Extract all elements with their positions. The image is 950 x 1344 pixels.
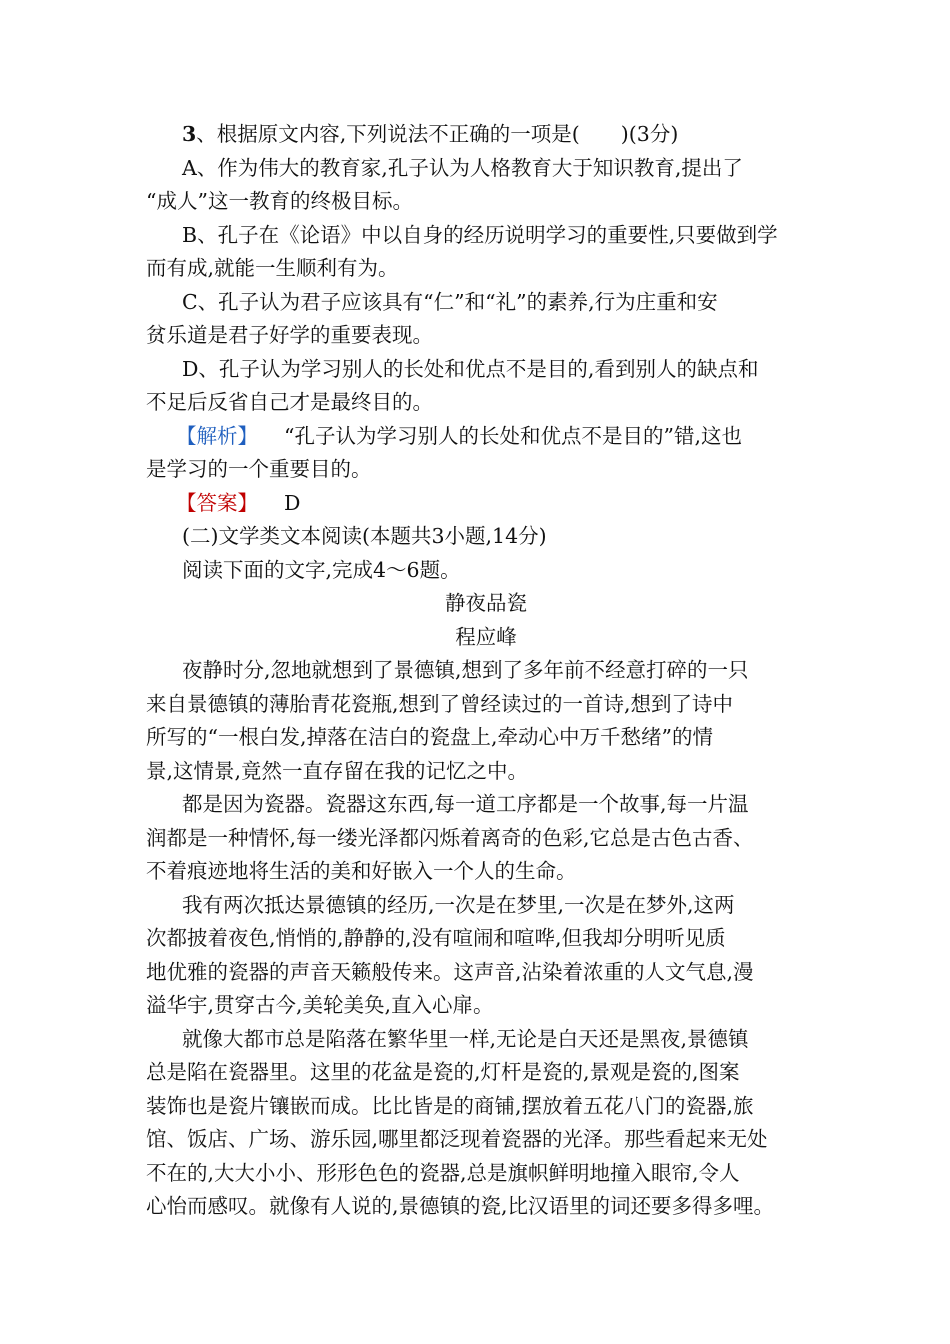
paragraph-line: 总是陷在瓷器里。这里的花盆是瓷的,灯杆是瓷的,景观是瓷的,图案 <box>146 1060 740 1084</box>
answer-value: D <box>284 490 301 515</box>
paragraph-line: 馆、饭店、广场、游乐园,哪里都泛现着瓷器的光泽。那些看起来无处 <box>146 1127 768 1151</box>
paragraph-line: 润都是一种情怀,每一缕光泽都闪烁着离奇的色彩,它总是古色古香、 <box>146 825 754 850</box>
option-d-line-2: 不足后反省自己才是最终目的。 <box>146 390 433 414</box>
analysis-text: “孔子认为学习别人的长处和优点不是目的”错,这也 <box>284 423 742 448</box>
article-paragraph-1 <box>146 654 826 788</box>
paragraph-line: 不着痕迹地将生活的美和好嵌入一个人的生命。 <box>146 859 577 883</box>
article-paragraph-2 <box>146 788 826 889</box>
option-c-line-1: C、孔子认为君子应该具有“仁”和“礼”的素养,行为庄重和安 <box>182 289 718 314</box>
paragraph-line: 就像大都市总是陷落在繁华里一样,无论是白天还是黑夜,景德镇 <box>182 1026 749 1051</box>
paragraph-line: 都是因为瓷器。瓷器这东西,每一道工序都是一个故事,每一片温 <box>182 792 749 816</box>
paragraph-line: 地优雅的瓷器的声音天籁般传来。这声音,沾染着浓重的人文气息,漫 <box>146 959 754 984</box>
option-b-line-2: 而有成,就能一生顺利有为。 <box>146 256 399 280</box>
section-2-instruction: 阅读下面的文字,完成4～6题。 <box>182 557 461 582</box>
paragraph-line: 我有两次抵达景德镇的经历,一次是在梦里,一次是在梦外,这两 <box>182 892 735 917</box>
paragraph-line: 景,这情景,竟然一直存留在我的记忆之中。 <box>146 758 529 783</box>
paragraph-line: 心怡而感叹。就像有人说的,景德镇的瓷,比汉语里的词还要多得多哩。 <box>146 1194 775 1218</box>
section-2-heading: (二)文学类文本阅读(本题共3小题,14分) <box>182 524 547 548</box>
paragraph-line: 不在的,大大小小、形形色色的瓷器,总是旗帜鲜明地撞入眼帘,令人 <box>146 1160 740 1185</box>
question-stem-text: 、根据原文内容,下列说法不正确的一项是( )(3分) <box>196 122 679 146</box>
option-c-line-2: 贫乐道是君子好学的重要表现。 <box>146 323 433 347</box>
answer-line <box>146 487 826 521</box>
paragraph-line: 夜静时分,忽地就想到了景德镇,想到了多年前不经意打碎的一只 <box>182 658 749 682</box>
article-paragraph-4 <box>146 1023 826 1224</box>
document-page <box>146 118 826 1224</box>
paragraph-line: 来自景德镇的薄胎青花瓷瓶,想到了曾经读过的一首诗,想到了诗中 <box>146 691 734 716</box>
option-a-line-1: A、作为伟大的教育家,孔子认为人格教育大于知识教育,提出了 <box>182 155 743 180</box>
paragraph-line: 装饰也是瓷片镶嵌而成。比比皆是的商铺,摆放着五花八门的瓷器,旅 <box>146 1093 754 1118</box>
article-author: 程应峰 <box>455 624 517 649</box>
paragraph-line: 所写的“一根白发,掉落在洁白的瓷盘上,牵动心中万千愁绪”的情 <box>146 725 713 749</box>
option-a-line-2: “成人”这一教育的终极目标。 <box>146 189 413 213</box>
paragraph-line: 溢华宇,贯穿古今,美轮美奂,直入心扉。 <box>146 993 494 1017</box>
article-title: 静夜品瓷 <box>445 591 527 615</box>
analysis-line-2: 是学习的一个重要目的。 <box>146 457 372 481</box>
option-b-line-1: B、孔子在《论语》中以自身的经历说明学习的重要性,只要做到学 <box>182 222 778 247</box>
answer-tag: 【答案】 <box>176 490 258 515</box>
option-d-line-1: D、孔子认为学习别人的长处和优点不是目的,看到别人的缺点和 <box>182 356 759 381</box>
analysis-line-1 <box>146 420 826 454</box>
question-number: 3 <box>182 122 197 146</box>
article-paragraph-3 <box>146 889 826 1023</box>
question-3-stem <box>146 118 826 152</box>
analysis-tag: 【解析】 <box>176 423 258 448</box>
paragraph-line: 次都披着夜色,悄悄的,静静的,没有喧闹和喧哗,但我却分明听见质 <box>146 926 726 950</box>
